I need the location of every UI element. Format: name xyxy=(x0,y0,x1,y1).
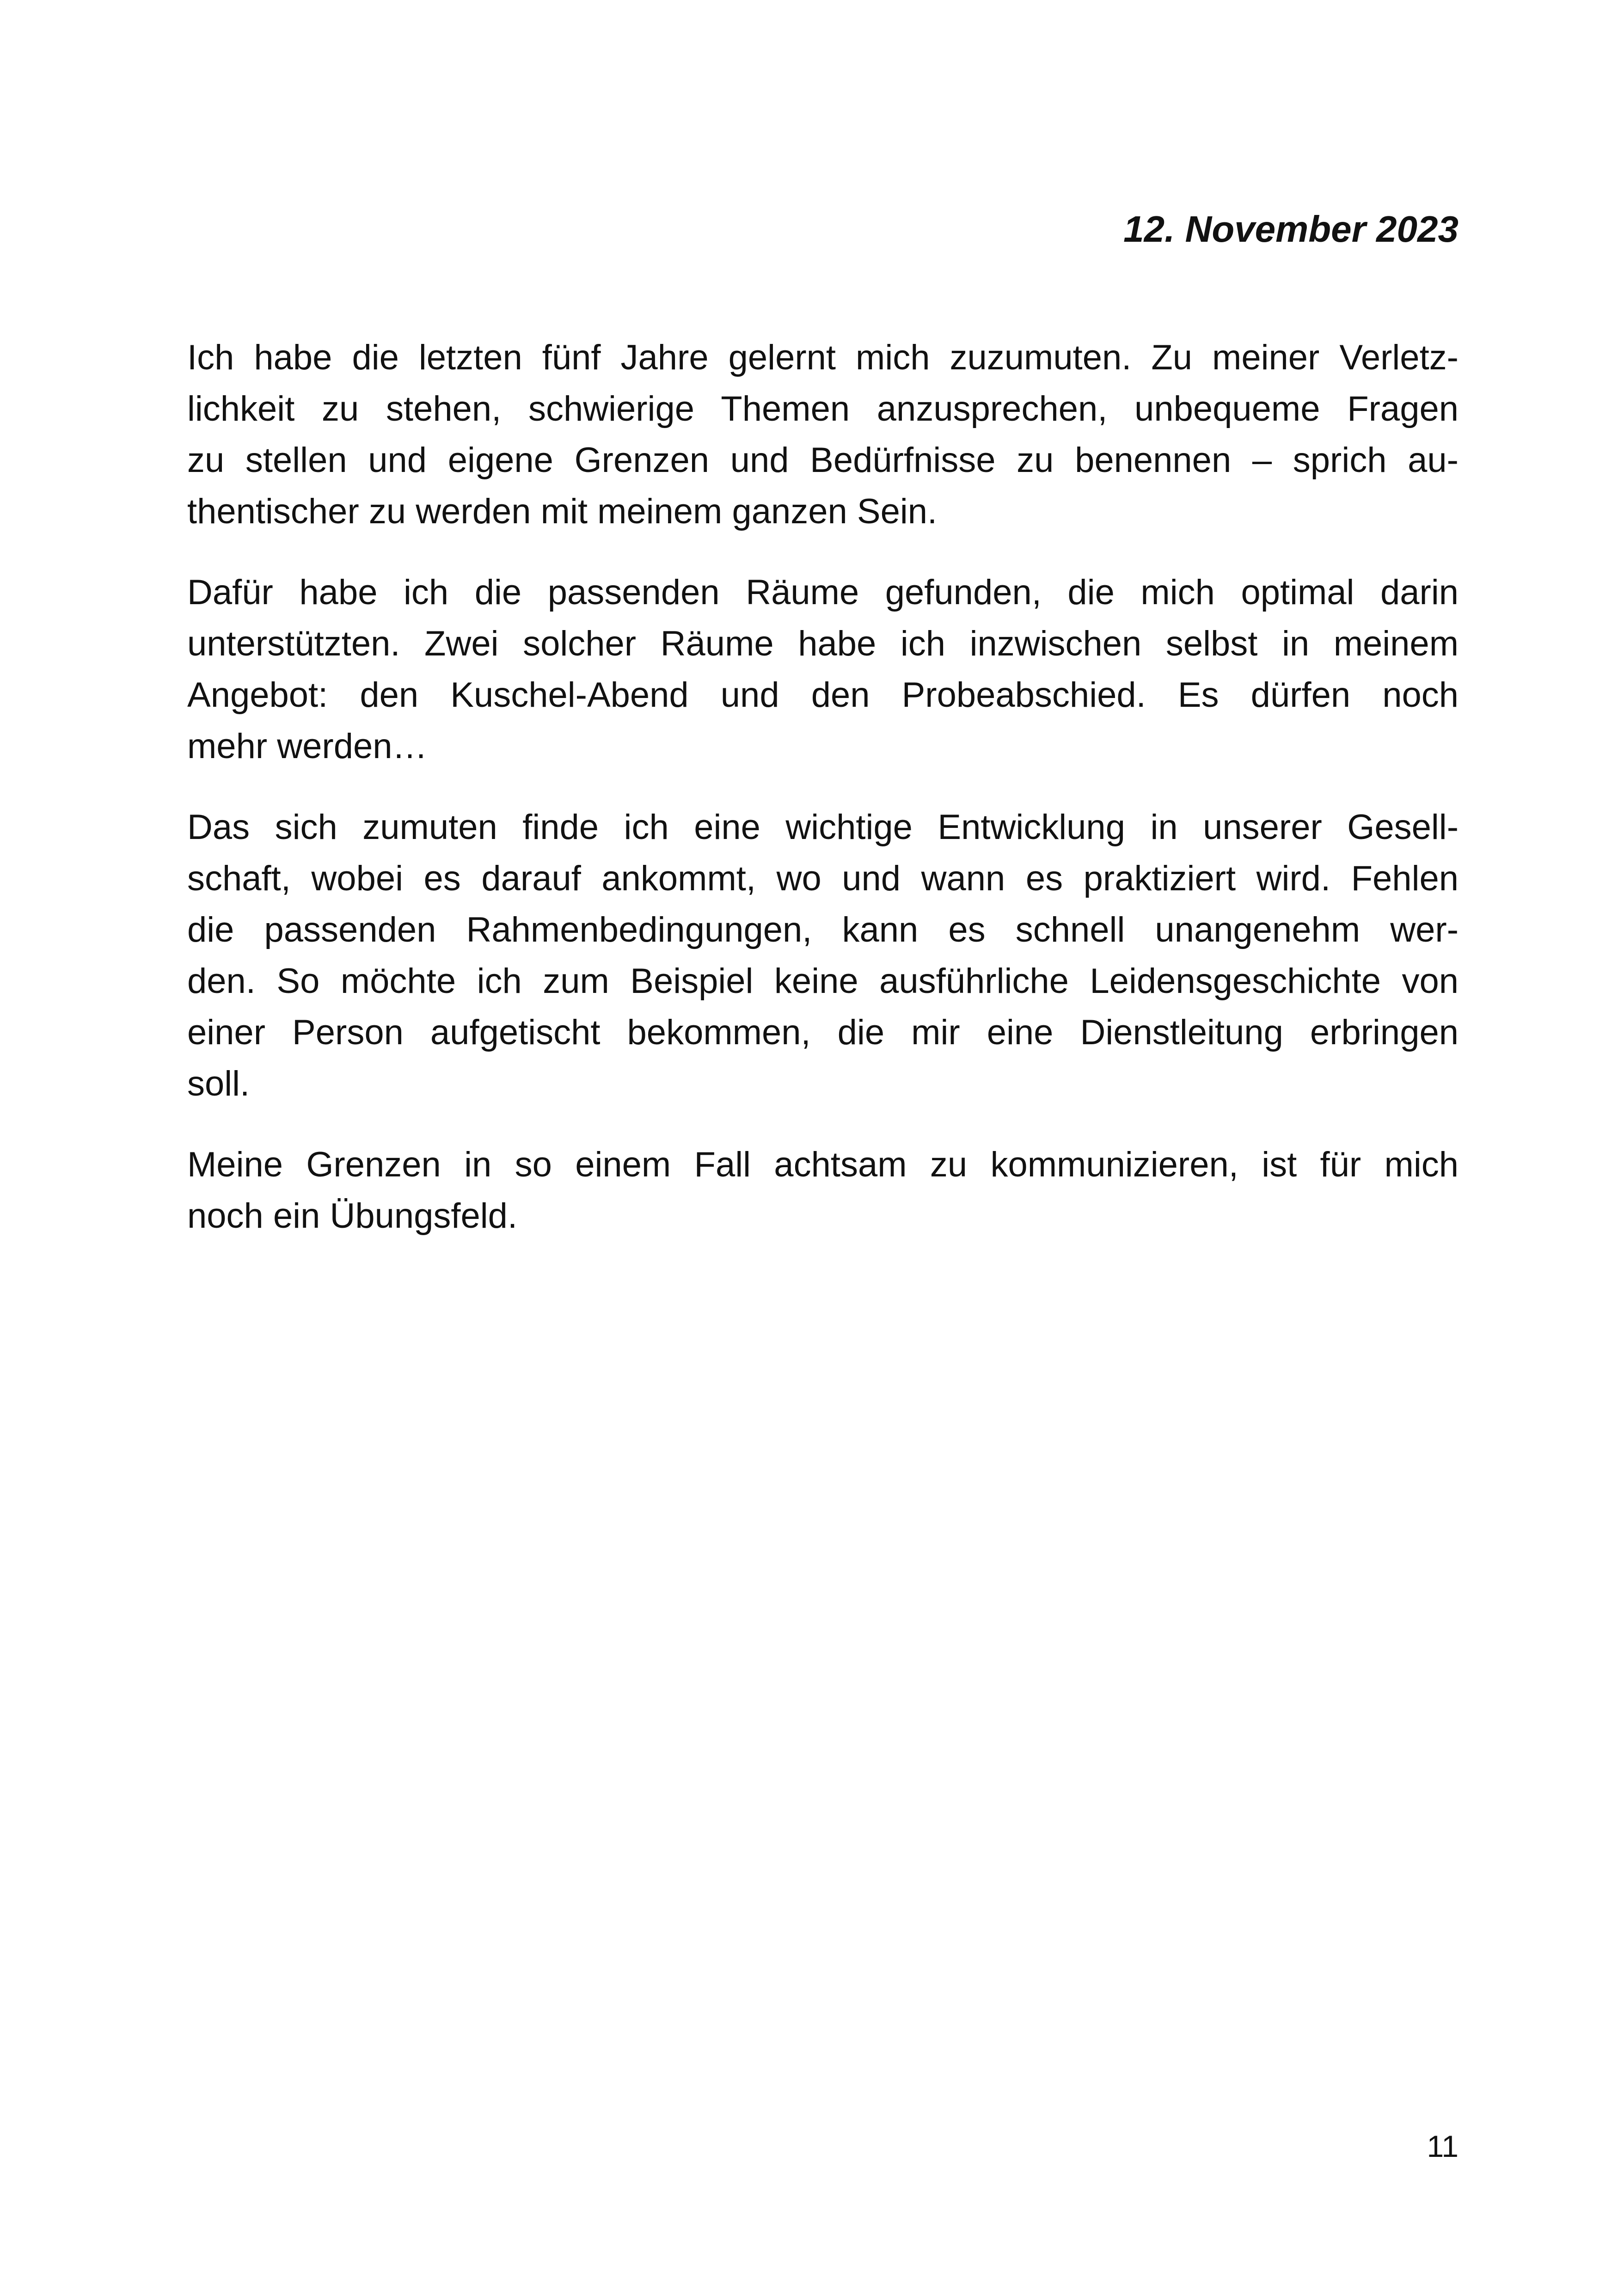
text-line: unterstützten. Zwei solcher Räume habe ich inzwischen selbst in meinem xyxy=(187,624,1459,663)
text-line: noch ein Übungsfeld. xyxy=(187,1196,518,1236)
text-line: Dafür habe ich die passenden Räume gefunden, die mich optimal darin xyxy=(187,573,1459,612)
text-line: Angebot: den Kuschel-Abend und den Probeabschied. Es dürfen noch xyxy=(187,675,1459,715)
text-line: thentischer zu werden mit meinem ganzen Sein. xyxy=(187,492,938,531)
page-number: 11 xyxy=(1427,2129,1459,2163)
text-line: mehr werden… xyxy=(187,727,428,766)
text-line: den. So möchte ich zum Beispiel keine ausführliche Leidensgeschichte von xyxy=(187,961,1459,1001)
text-line: Ich habe die letzten fünf Jahre gelernt mich zuzumuten. Zu meiner Verletz- xyxy=(187,338,1459,377)
text-line: schaft, wobei es darauf ankommt, wo und wann es praktiziert wird. Fehlen xyxy=(187,859,1459,898)
text-line: einer Person aufgetischt bekommen, die mir eine Dienstleitung erbringen xyxy=(187,1013,1459,1052)
body-text xyxy=(187,332,1459,1271)
paragraph xyxy=(187,1139,1459,1242)
text-line: Meine Grenzen in so einem Fall achtsam zu kommunizieren, ist für mich xyxy=(187,1145,1459,1184)
paragraph xyxy=(187,332,1459,537)
text-line: Das sich zumuten finde ich eine wichtige Entwicklung in unserer Gesell- xyxy=(187,808,1459,847)
text-line: lichkeit zu stehen, schwierige Themen anzusprechen, unbequeme Fragen xyxy=(187,389,1459,429)
text-line: die passenden Rahmenbedingungen, kann es schnell unangenehm wer- xyxy=(187,910,1459,949)
paragraph xyxy=(187,567,1459,772)
text-line: zu stellen und eigene Grenzen und Bedürfnisse zu benennen – sprich au- xyxy=(187,441,1459,480)
text-line: soll. xyxy=(187,1064,250,1103)
paragraph xyxy=(187,802,1459,1109)
entry-date: 12. November 2023 xyxy=(1123,208,1459,250)
